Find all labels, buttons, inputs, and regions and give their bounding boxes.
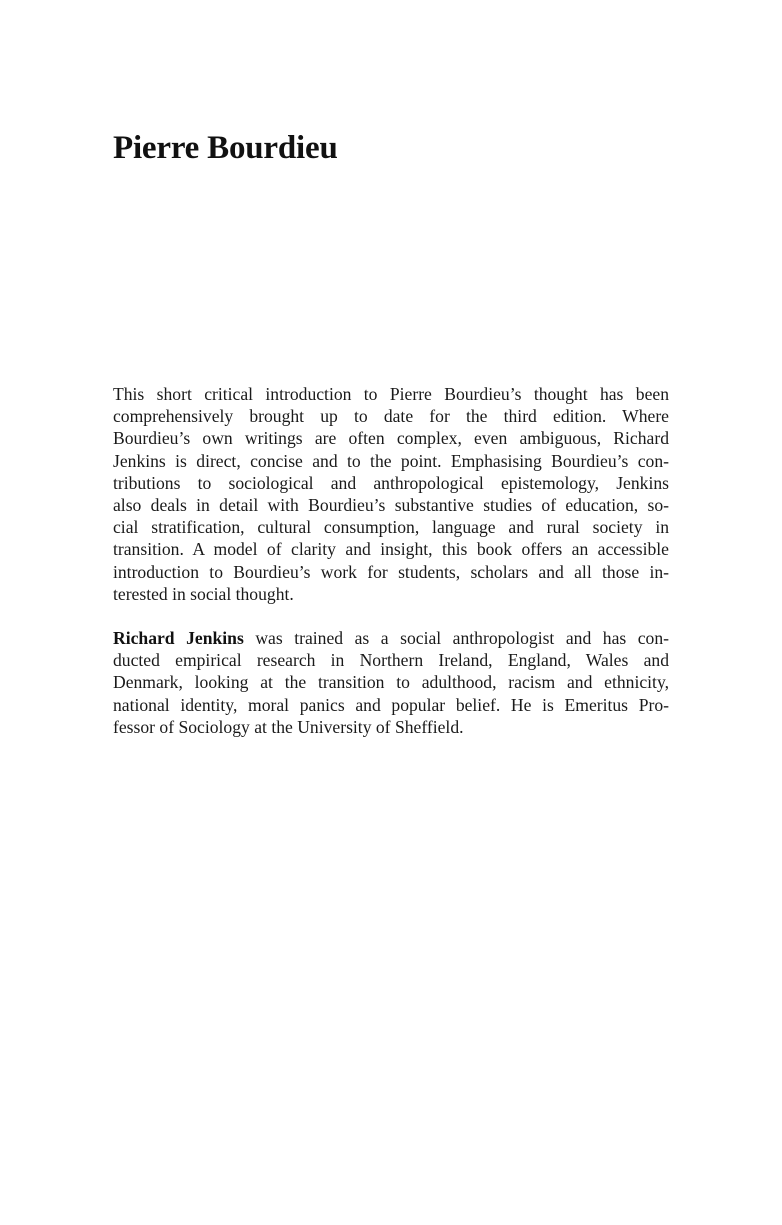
author-bio-first-line: was trained as a social anthropologist and has con- [243,628,670,648]
author-name: Richard Jenkins [113,628,244,648]
author-bio-line: ducted empirical research in Northern Ireland, England, Wales and [113,650,669,671]
description-line: Jenkins is direct, concise and to the point. Emphasising Bourdieu’s con- [113,450,669,471]
description-line: cial stratification, cultural consumption, language and rural society in [113,517,669,538]
description-line: This short critical introduction to Pierre Bourdieu’s thought has been [113,384,669,404]
author-bio [113,627,669,738]
book-description [113,383,669,605]
description-line: transition. A model of clarity and insight, this book offers an accessible [113,539,669,560]
author-bio-line: national identity, moral panics and popular belief. He is Emeritus Pro- [113,694,669,715]
description-line: also deals in detail with Bourdieu’s substantive studies of education, so- [113,495,669,516]
description-line: tributions to sociological and anthropological epistemology, Jenkins [113,472,669,493]
description-line: Bourdieu’s own writings are often complex, even ambiguous, Richard [113,428,669,449]
description-line: terested in social thought. [113,583,294,604]
description-line: introduction to Bourdieu’s work for students, scholars and all those in- [113,561,669,582]
book-title: Pierre Bourdieu [113,130,338,166]
author-bio-line: fessor of Sociology at the University of Sheffield. [113,716,464,737]
author-bio-line: Denmark, looking at the transition to adulthood, racism and ethnicity, [113,672,669,693]
description-line: comprehensively brought up to date for the third edition. Where [113,406,669,427]
author-bio-line [113,627,669,649]
